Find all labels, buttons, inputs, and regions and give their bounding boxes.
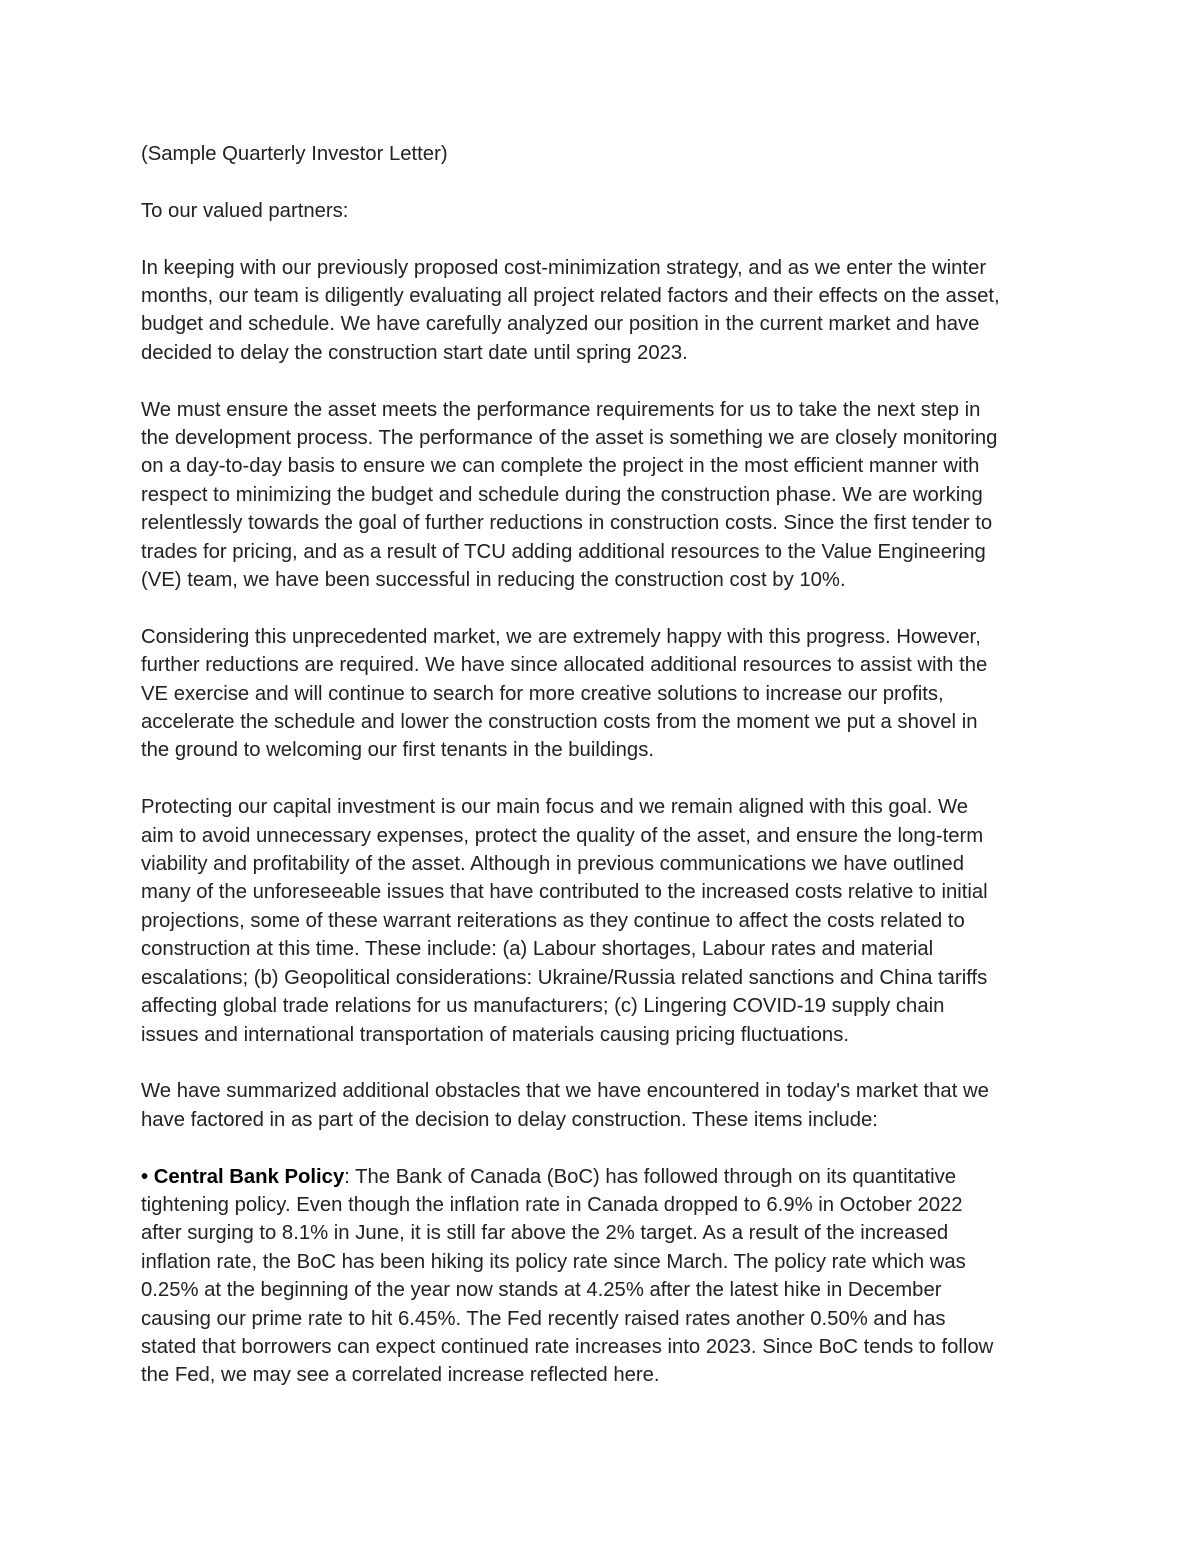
paragraph-line: (VE) team, we have been successful in reducing the construction cost by 10%.: [141, 569, 846, 592]
paragraph-line: tightening policy. Even though the inflation rate in Canada dropped to 6.9% in October 2022: [141, 1193, 963, 1216]
bullet-term: Central Bank Policy: [153, 1165, 345, 1188]
paragraph-line: projections, some of these warrant reiterations as they continue to affect the costs related to: [141, 909, 965, 932]
paragraph-line: We have summarized additional obstacles that we have encountered in today's market that we: [141, 1080, 989, 1103]
paragraph-capital: [141, 793, 1066, 1049]
paragraph-line: the development process. The performance of the asset is something we are closely monitoring: [141, 427, 998, 450]
salutation: [141, 197, 1066, 225]
bullet-marker: •: [141, 1165, 149, 1188]
paragraph-line: trades for pricing, and as a result of TCU adding additional resources to the Value Engineering: [141, 540, 986, 563]
letter-page: [141, 140, 1066, 1418]
paragraph-line: affecting global trade relations for us manufacturers; (c) Lingering COVID-19 supply chain: [141, 995, 945, 1018]
paragraph-line: Protecting our capital investment is our main focus and we remain aligned with this goal. We: [141, 796, 969, 819]
paragraph-line: causing our prime rate to hit 6.45%. The Fed recently raised rates another 0.50% and has: [141, 1307, 946, 1330]
paragraph-line: escalations; (b) Geopolitical considerations: Ukraine/Russia related sanctions and China tariffs: [141, 966, 988, 989]
paragraph-line: decided to delay the construction start date until spring 2023.: [141, 341, 688, 364]
paragraph-obstacles: [141, 1077, 1066, 1134]
paragraph-line: have factored in as part of the decision to delay construction. These items include:: [141, 1108, 878, 1131]
paragraph-line: respect to minimizing the budget and schedule during the construction phase. We are working: [141, 483, 983, 506]
paragraph-line: aim to avoid unnecessary expenses, protect the quality of the asset, and ensure the long-term: [141, 824, 984, 847]
paragraph-line: stated that borrowers can expect continued rate increases into 2023. Since BoC tends to follow: [141, 1335, 994, 1358]
paragraph-line: budget and schedule. We have carefully analyzed our position in the current market and have: [141, 313, 980, 336]
bullet-central-bank-policy: [141, 1163, 1066, 1390]
paragraph-line: In keeping with our previously proposed cost-minimization strategy, and as we enter the winter: [141, 256, 987, 279]
paragraph-strategy: [141, 254, 1066, 368]
paragraph-line: construction at this time. These include: (a) Labour shortages, Labour rates and material: [141, 938, 934, 961]
paragraph-line: inflation rate, the BoC has been hiking its policy rate since March. The policy rate which was: [141, 1250, 966, 1273]
bullet-first-line-text: : The Bank of Canada (BoC) has followed through on its quantitative: [344, 1165, 957, 1188]
paragraph-line: the Fed, we may see a correlated increase reflected here.: [141, 1364, 660, 1387]
paragraph-line: many of the unforeseeable issues that have contributed to the increased costs relative to initial: [141, 881, 988, 904]
paragraph-line: the ground to welcoming our first tenants in the buildings.: [141, 739, 654, 762]
paragraph-line: further reductions are required. We have since allocated additional resources to assist with the: [141, 654, 988, 677]
paragraph-line: VE exercise and will continue to search for more creative solutions to increase our profits,: [141, 682, 944, 705]
paragraph-line: Considering this unprecedented market, we are extremely happy with this progress. However,: [141, 625, 981, 648]
paragraph-line: on a day-to-day basis to ensure we can complete the project in the most efficient manner with: [141, 455, 980, 478]
paragraph-performance: [141, 396, 1066, 595]
paragraph-line: relentlessly towards the goal of further reductions in construction costs. Since the first tender to: [141, 512, 993, 535]
paragraph-line: viability and profitability of the asset. Although in previous communications we have outlined: [141, 853, 964, 876]
letter-heading: [141, 140, 1066, 168]
paragraph-progress: [141, 623, 1066, 765]
paragraph-line: after surging to 8.1% in June, it is still far above the 2% target. As a result of the increased: [141, 1222, 949, 1245]
paragraph-line: months, our team is diligently evaluating all project related factors and their effects on the asset,: [141, 285, 1000, 307]
paragraph-line: 0.25% at the beginning of the year now stands at 4.25% after the latest hike in December: [141, 1279, 942, 1302]
heading-text: (Sample Quarterly Investor Letter): [141, 143, 448, 165]
paragraph-line: accelerate the schedule and lower the construction costs from the moment we put a shovel in: [141, 711, 978, 734]
bullet-first-line: [141, 1163, 1066, 1191]
paragraph-line: We must ensure the asset meets the performance requirements for us to take the next step in: [141, 398, 981, 421]
paragraph-line: issues and international transportation of materials causing pricing fluctuations.: [141, 1023, 849, 1046]
salutation-text: To our valued partners:: [141, 199, 349, 222]
